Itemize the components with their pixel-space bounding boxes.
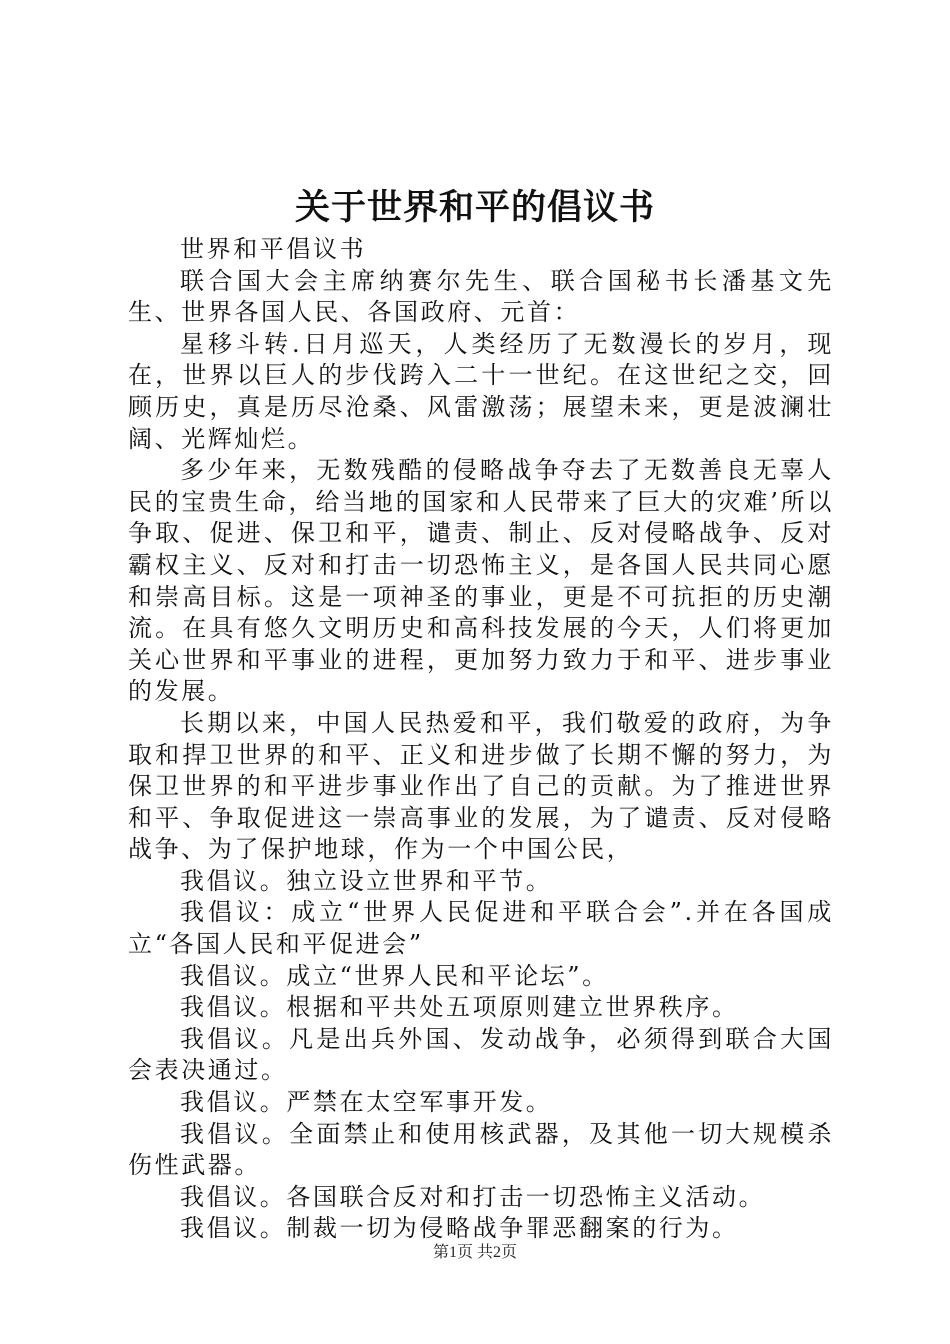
paragraph: 多少年来，无数残酷的侵略战争夺去了无数善良无辜人民的宝贵生命，给当地的国家和人民带来了巨大的灾难’所以争取、促进、保卫和平，谴责、制止、反对侵略战争、反对霸权主义、反对和打击一切恐怖主义，是各国人民共同心愿和崇高目标。这是一项神圣的事业，更是不可抗拒的历史潮流。在具有悠久文明历史和高科技发展的今天，人们将更加关心世界和平事业的进程，更加努力致力于和平、进步事业的发展。 [128,456,834,706]
proposal-item: 我倡议。严禁在太空军事开发。 [180,1088,553,1117]
paragraph-heading: 世界和平倡议书 [180,235,367,263]
document-body [128,234,834,1245]
page-number-footer: 第1页 共2页 [432,1244,517,1261]
page-title: 关于世界和平的倡议书 [294,187,655,228]
proposal-item: 我倡议。成立“世界人民和平论坛”。 [180,961,609,990]
proposal-item: 我倡议：成立“世界人民促进和平联合会”.并在各国成立“各国人民和平促进会” [128,898,834,959]
proposal-item: 我倡议。根据和平共处五项原则建立世界秩序。 [180,993,739,1022]
proposal-item: 我倡议。各国联合反对和打击一切恐怖主义活动。 [180,1182,766,1211]
proposal-item: 我倡议。制裁一切为侵略战争罪恶翻案的行为。 [180,1214,739,1243]
paragraph: 长期以来，中国人民热爱和平，我们敬爱的政府，为争取和捍卫世界的和平、正义和进步做了长期不懈的努力，为保卫世界的和平进步事业作出了自己的贡献。为了推进世界和平、争取促进这一崇高事业的发展，为了谴责、反对侵略战争、为了保护地球，作为一个中国公民， [128,708,834,864]
proposal-item: 我倡议。独立设立世界和平节。 [180,866,553,895]
proposal-item: 我倡议。全面禁止和使用核武器，及其他一切大规模杀伤性武器。 [128,1119,834,1180]
proposal-item: 我倡议。凡是出兵外国、发动战争，必须得到联合大国会表决通过。 [128,1024,834,1085]
paragraph-salutation: 联合国大会主席纳赛尔先生、联合国秘书长潘基文先生、世界各国人民、各国政府、元首： [128,266,834,327]
paragraph: 星移斗转.日月巡天，人类经历了无数漫长的岁月，现在，世界以巨人的步伐跨入二十一世纪。在这世纪之交，回顾历史，真是历尽沧桑、风雷激荡；展望未来，更是波澜壮阔、光辉灿烂。 [128,329,834,453]
